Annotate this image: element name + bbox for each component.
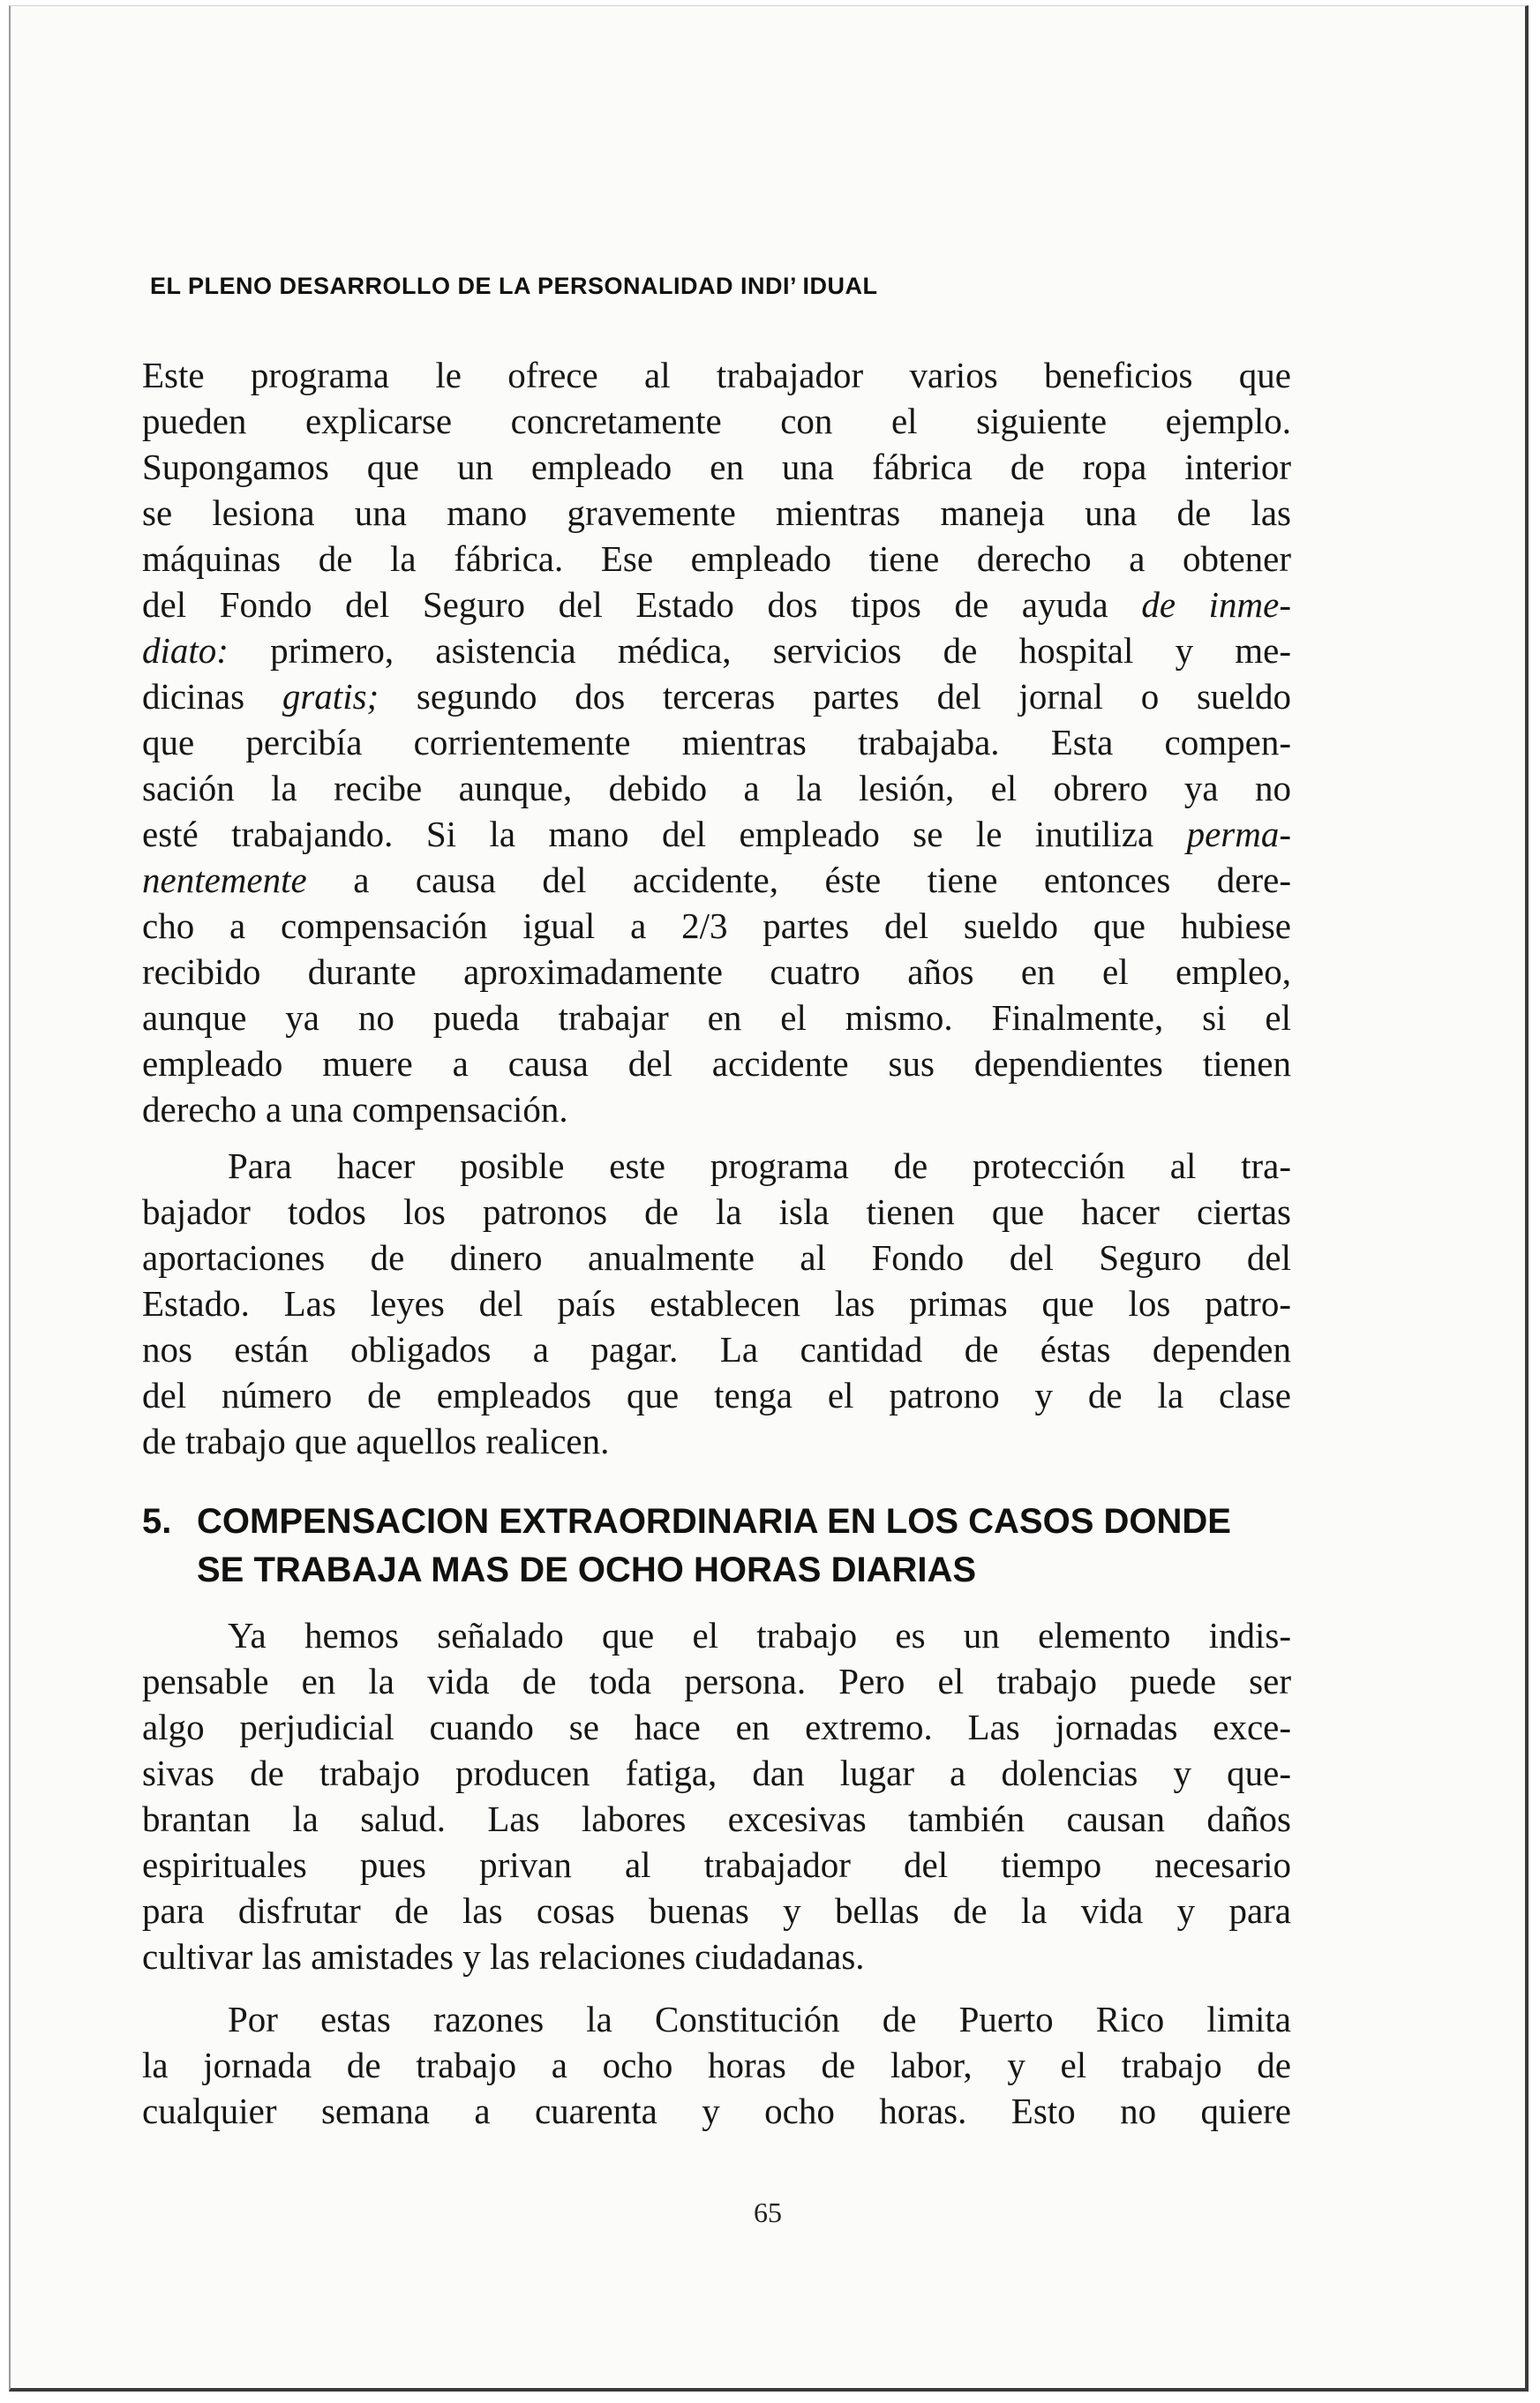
italic-term: perma- bbox=[1186, 814, 1292, 854]
paragraph-1 bbox=[142, 352, 1291, 1132]
running-head: EL PLENO DESARROLLO DE LA PERSONALIDAD INDI’ IDUAL bbox=[150, 273, 878, 299]
text-line: la jornada de trabajo a ocho horas de labor, y el trabajo de bbox=[142, 2045, 1291, 2085]
text-line: Ya hemos señalado que el trabajo es un elemento indis- bbox=[228, 1615, 1291, 1656]
text-line: Estado. Las leyes del país establecen las primas que los patro- bbox=[142, 1283, 1291, 1324]
text-line: máquinas de la fábrica. Ese empleado tiene derecho a obtener bbox=[142, 538, 1291, 579]
text-line: derecho a una compensación. bbox=[142, 1089, 568, 1130]
text-fragment: dicinas bbox=[142, 676, 245, 717]
section-number: 5. bbox=[142, 1502, 172, 1541]
text-fragment: del Fondo del Seguro del Estado dos tipos de ayuda bbox=[142, 584, 1108, 625]
text-fragment: segundo dos terceras partes del jornal o sueldo bbox=[416, 676, 1292, 717]
paragraph-3 bbox=[142, 1612, 1291, 1979]
text-line bbox=[142, 811, 1291, 857]
text-line bbox=[142, 857, 1291, 903]
text-line: cualquier semana a cuarenta y ocho horas. Esto no quiere bbox=[142, 2091, 1291, 2131]
paragraph-2 bbox=[142, 1143, 1291, 1464]
text-line: aunque ya no pueda trabajar en el mismo. Finalmente, si el bbox=[142, 997, 1291, 1038]
italic-term: diato: bbox=[142, 630, 229, 671]
text-line bbox=[142, 627, 1291, 673]
text-line: de trabajo que aquellos realicen. bbox=[142, 1421, 610, 1461]
section-heading-line-1 bbox=[142, 1498, 1298, 1546]
paragraph-4 bbox=[142, 1996, 1291, 2134]
text-fragment: a causa del accidente, éste tiene entonces dere- bbox=[353, 860, 1292, 900]
italic-term: gratis; bbox=[282, 676, 379, 717]
book-page bbox=[9, 5, 1529, 2392]
text-line: aportaciones de dinero anualmente al Fondo del Seguro del bbox=[142, 1237, 1291, 1278]
text-line: pensable en la vida de toda persona. Pero el trabajo puede ser bbox=[142, 1661, 1291, 1701]
text-line: Por estas razones la Constitución de Puerto Rico limita bbox=[228, 1999, 1291, 2039]
section-heading bbox=[142, 1498, 1298, 1595]
text-line: Supongamos que un empleado en una fábrica de ropa interior bbox=[142, 447, 1291, 487]
text-line: nos están obligados a pagar. La cantidad de éstas dependen bbox=[142, 1329, 1291, 1370]
text-line: Este programa le ofrece al trabajador varios beneficios que bbox=[142, 355, 1291, 395]
text-line: Para hacer posible este programa de protección al tra- bbox=[228, 1145, 1291, 1186]
page-number: 65 bbox=[754, 2196, 782, 2228]
text-fragment: esté trabajando. Si la mano del empleado se le inutiliza bbox=[142, 814, 1154, 854]
text-line bbox=[142, 582, 1291, 627]
italic-term: de inme- bbox=[1141, 584, 1291, 625]
text-line: brantan la salud. Las labores excesivas también causan daños bbox=[142, 1798, 1291, 1839]
text-line: empleado muere a causa del accidente sus dependientes tienen bbox=[142, 1043, 1291, 1084]
text-line: sivas de trabajo producen fatiga, dan lugar a dolencias y que- bbox=[142, 1753, 1291, 1793]
text-line: recibido durante aproximadamente cuatro años en el empleo, bbox=[142, 951, 1291, 992]
text-line: se lesiona una mano gravemente mientras maneja una de las bbox=[142, 492, 1291, 533]
text-line: bajador todos los patronos de la isla tienen que hacer ciertas bbox=[142, 1191, 1291, 1232]
text-line: que percibía corrientemente mientras trabajaba. Esta compen- bbox=[142, 722, 1291, 762]
text-line: cultivar las amistades y las relaciones ciudadanas. bbox=[142, 1936, 865, 1977]
text-line: del número de empleados que tenga el patrono y de la clase bbox=[142, 1375, 1291, 1416]
text-line: algo perjudicial cuando se hace en extremo. Las jornadas exce- bbox=[142, 1707, 1291, 1747]
text-line: cho a compensación igual a 2/3 partes del sueldo que hubiese bbox=[142, 905, 1291, 946]
text-line: espirituales pues privan al trabajador del tiempo necesario bbox=[142, 1844, 1291, 1885]
text-fragment: primero, asistencia médica, servicios de hospital y me- bbox=[270, 630, 1292, 671]
section-title-part-2: SE TRABAJA MAS DE OCHO HORAS DIARIAS bbox=[197, 1551, 977, 1589]
section-title-part-1: COMPENSACION EXTRAORDINARIA EN LOS CASOS DONDE bbox=[197, 1502, 1231, 1541]
text-line: sación la recibe aunque, debido a la lesión, el obrero ya no bbox=[142, 768, 1291, 808]
italic-term: nentemente bbox=[142, 860, 307, 900]
text-line: pueden explicarse concretamente con el siguiente ejemplo. bbox=[142, 401, 1291, 441]
text-line bbox=[142, 673, 1291, 719]
text-line: para disfrutar de las cosas buenas y bellas de la vida y para bbox=[142, 1890, 1291, 1931]
